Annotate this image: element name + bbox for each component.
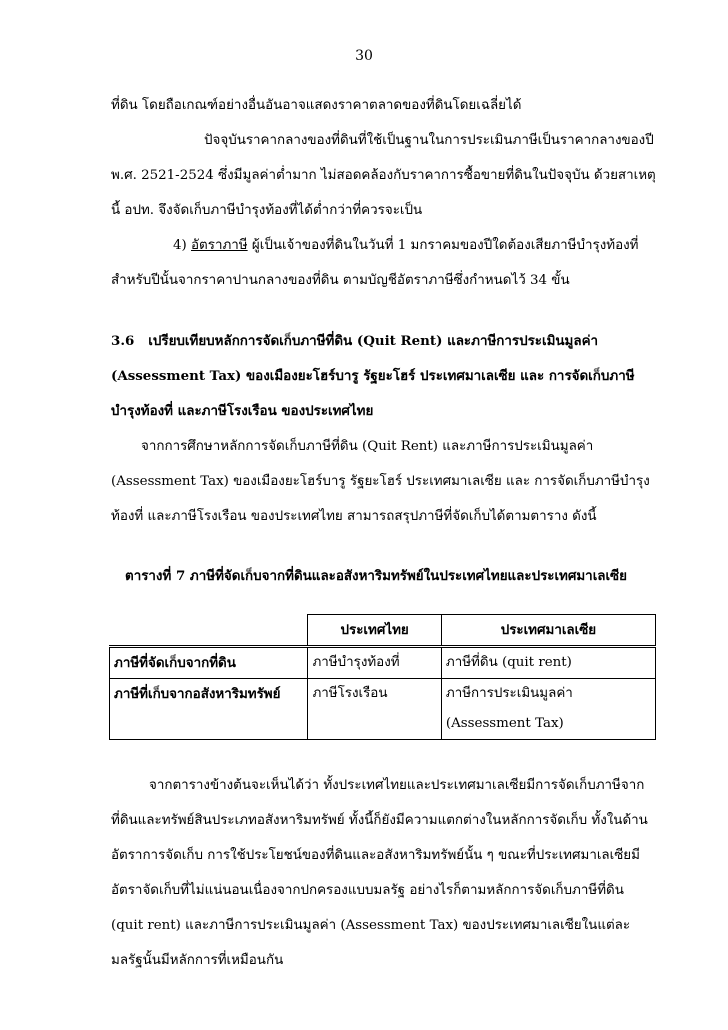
paragraph-2: ปัจจุบันราคากลางของที่ดินที่ใช้เป็นฐานในการประเมินภาษีเป็นราคากลางของปี พ.ศ. 2521-2524 ซึ่งมีมูลค่าต่ำมาก ไม่สอดคล้องกับราคาการซื้อขายที่ดินในปัจจุบัน ด้วยสาเหตุนี้ อปท. จึงจัดเก็บภาษีบำรุงท้องที่ได้ต่ำกว่าที่ควรจะเป็น xyxy=(111,133,656,218)
row-label: ภาษีที่เก็บจากอสังหาริมทรัพย์ xyxy=(110,679,308,740)
table-cell: ภาษีโรงเรือน xyxy=(308,679,441,740)
paragraph-3-text: ผู้เป็นเจ้าของที่ดินในวันที่ 1 มกราคมของปีใดต้องเสียภาษีบำรุงท้องที่สำหรับปีนั้นจากราคาปานกลางของที่ดิน ตามบัญชีอัตราภาษีซึ่งกำหนดไว้ 34 ขั้น xyxy=(111,238,639,288)
paragraph-1: ที่ดิน โดยถือเกณฑ์อย่างอื่นอันอาจแสดงราคาตลาดของที่ดินโดยเฉลี่ยได้ xyxy=(111,98,522,113)
table-cell: ภาษีบำรุงท้องที่ xyxy=(308,647,441,679)
table-cell: ภาษีการประเมินมูลค่า (Assessment Tax) xyxy=(441,679,655,740)
table-row xyxy=(110,679,656,740)
table-header-row xyxy=(110,615,656,647)
section-heading xyxy=(111,324,656,429)
document-body xyxy=(111,88,656,978)
table-caption: ตารางที่ 7 ภาษีที่จัดเก็บจากที่ดินและอสังหาริมทรัพย์ในประเทศไทยและประเทศมาเลเซีย xyxy=(125,568,627,584)
row-label: ภาษีที่จัดเก็บจากที่ดิน xyxy=(110,647,308,679)
paragraph-5: จากตารางข้างต้นจะเห็นได้ว่า ทั้งประเทศไทยและประเทศมาเลเซียมีการจัดเก็บภาษีจากที่ดินและทรัพย์สินประเภทอสังหาริมทรัพย์ ทั้งนี้ก็ยังมีความแตกต่างในหลักการจัดเก็บ ทั้งในด้านอัตราการจัดเก็บ การใช้ประโยชน์ของที่ดินและอสังหาริมทรัพย์นั้น ๆ ขณะที่ประเทศมาเลเซียมีอัตราจัดเก็บที่ไม่แน่นอนเนื่องจากปกครองแบบมลรัฐ อย่างไรก็ตามหลักการจัดเก็บภาษีที่ดิน (quit rent) และภาษีการประเมินมูลค่า (Assessment Tax) ของประเทศมาเลเซียในแต่ละมลรัฐนั้นมีหลักการที่เหมือนกัน xyxy=(111,778,648,968)
page-number: 30 xyxy=(355,48,373,64)
paragraph-3 xyxy=(111,228,656,298)
header-cell-malaysia: ประเทศมาเลเซีย xyxy=(441,615,655,647)
header-cell-thailand: ประเทศไทย xyxy=(308,615,441,647)
section-title: เปรียบเทียบหลักการจัดเก็บภาษีที่ดิน (Quit Rent) และภาษีการประเมินมูลค่า (Assessment Tax) ของเมืองยะโฮร์บารู รัฐยะโฮร์ ประเทศมาเลเซีย และ การจัดเก็บภาษีบำรุงท้องที่ และภาษีโรงเรือน ของประเทศไทย xyxy=(111,333,635,419)
header-cell-blank xyxy=(110,615,308,647)
table-row xyxy=(110,647,656,679)
section-number: 3.6 xyxy=(111,333,135,349)
paragraph-4: จากการศึกษาหลักการจัดเก็บภาษีที่ดิน (Quit Rent) และภาษีการประเมินมูลค่า (Assessment Tax) ของเมืองยะโฮร์บารู รัฐยะโฮร์ ประเทศมาเลเซีย และ การจัดเก็บภาษีบำรุงท้องที่ และภาษีโรงเรือน ของประเทศไทย สามารถสรุปภาษีที่จัดเก็บได้ตามตาราง ดังนี้ xyxy=(111,439,650,524)
table-cell: ภาษีที่ดิน (quit rent) xyxy=(441,647,655,679)
underlined-term: อัตราภาษี xyxy=(191,238,248,253)
list-marker: 4) xyxy=(173,238,192,253)
comparison-table xyxy=(109,614,656,740)
